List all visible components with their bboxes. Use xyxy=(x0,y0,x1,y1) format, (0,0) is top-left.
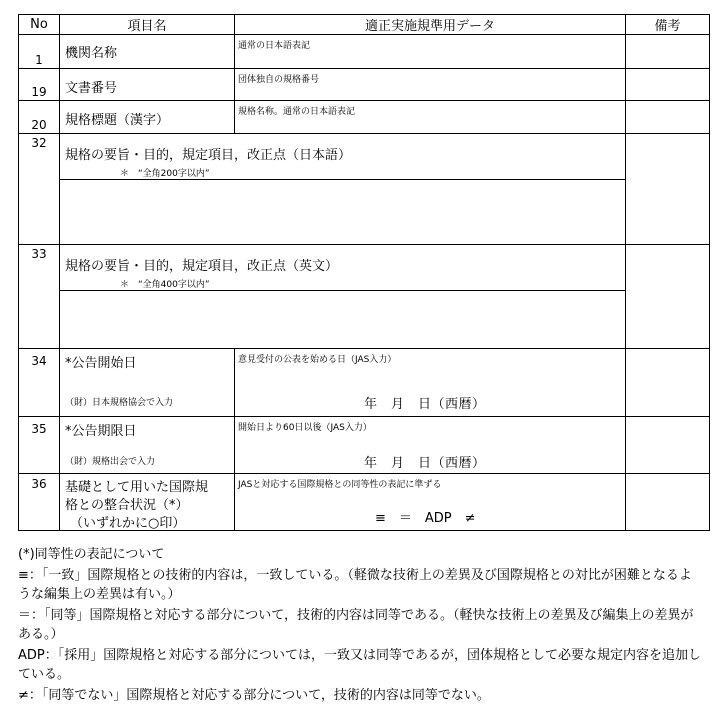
row-32-input xyxy=(19,180,710,245)
item-label-line1: 基礎として用いた国際規 xyxy=(65,480,209,495)
item-input-note: （財）日本規格協会で入力 xyxy=(65,398,174,408)
row-number: 32 xyxy=(31,136,47,150)
row-number: 19 xyxy=(31,85,47,99)
item-label: 機関名称 xyxy=(65,46,118,61)
footnote-adopted: ADP：「採用」国際規格と対応する部分については，一致又は同等であるが，団体規格として必要な規定内容を追加している。 xyxy=(18,648,701,682)
char-limit-note: ＊ “全角200字以内” xyxy=(120,169,210,179)
item-input-note: （財）規格出会で入力 xyxy=(65,457,156,467)
item-label: 規格標題（漢字） xyxy=(65,113,170,128)
note-cell[interactable] xyxy=(626,417,710,474)
note-cell[interactable] xyxy=(626,349,710,417)
item-label-line3: （いずれかに○印） xyxy=(70,516,186,531)
data-note: 団体独自の規格番号 xyxy=(238,75,320,85)
row-1 xyxy=(19,35,710,69)
row-number: 34 xyxy=(31,354,47,368)
header-row xyxy=(19,15,710,35)
data-note: 規格名称。通常の日本語表記 xyxy=(238,107,356,117)
row-19 xyxy=(19,69,710,101)
summary-en-input[interactable] xyxy=(60,291,626,349)
footnote-equivalent: ＝：「同等」国際規格と対応する部分について，技術的内容は同等である。（軽快な技術上の差異及び編集上の差異がある。） xyxy=(18,608,694,642)
row-36 xyxy=(19,474,710,531)
data-note: 意見受付の公表を始める日（JAS入力） xyxy=(238,355,397,365)
date-field[interactable]: 年 月 日（西暦） xyxy=(364,456,486,471)
footnote-not-equivalent: ≠：「同等でない」国際規格と対応する部分について，技術的内容は同等でない。 xyxy=(18,688,490,703)
footnote-title: (*)同等性の表記について xyxy=(18,547,165,562)
footnotes xyxy=(18,545,702,707)
row-32-top xyxy=(19,134,710,180)
row-number: 33 xyxy=(31,247,47,261)
data-note: JASと対応する国際規格との同等性の表記に準ずる xyxy=(238,480,442,490)
item-label: *公告期限日 xyxy=(65,424,137,439)
data-note: 通常の日本語表記 xyxy=(238,41,311,51)
item-label: 規格の要旨・目的，規定項目，改正点（英文） xyxy=(65,259,339,274)
note-cell[interactable] xyxy=(626,134,710,245)
row-number: 35 xyxy=(31,422,47,436)
row-number: 1 xyxy=(35,53,43,67)
note-cell[interactable] xyxy=(626,69,710,101)
note-cell[interactable] xyxy=(626,101,710,134)
item-label: 規格の要旨・目的，規定項目，改正点（日本語） xyxy=(65,148,352,163)
header-item: 項目名 xyxy=(60,15,235,35)
form-table xyxy=(18,14,710,531)
header-data: 適正実施規準用データ xyxy=(235,15,626,35)
equivalence-symbols[interactable]: ≡ ＝ ADP ≠ xyxy=(375,511,476,526)
row-33-input xyxy=(19,291,710,349)
item-label-line2: 格との整合状況（*） xyxy=(65,498,189,513)
note-cell[interactable] xyxy=(626,474,710,531)
header-note: 備考 xyxy=(626,15,710,35)
date-field[interactable]: 年 月 日（西暦） xyxy=(364,397,486,412)
header-no: No xyxy=(19,15,60,35)
row-20 xyxy=(19,101,710,134)
footnote-identical: ≡：「一致」国際規格との技術的内容は，一致している。（軽微な技術上の差異及び国際規格との対比が困難となるような編集上の差異は有い。） xyxy=(18,568,692,602)
summary-jp-input[interactable] xyxy=(60,180,626,245)
char-limit-note: ＊ “全角400字以内” xyxy=(120,280,210,290)
note-cell[interactable] xyxy=(626,35,710,69)
row-number: 36 xyxy=(31,477,47,491)
item-label: 文書番号 xyxy=(65,81,118,96)
row-35 xyxy=(19,417,710,474)
item-label: *公告開始日 xyxy=(65,356,137,371)
data-note: 開始日より60日以後（JAS入力） xyxy=(238,423,372,433)
row-number: 20 xyxy=(31,118,47,132)
row-33-top xyxy=(19,245,710,291)
note-cell[interactable] xyxy=(626,245,710,349)
row-34 xyxy=(19,349,710,417)
